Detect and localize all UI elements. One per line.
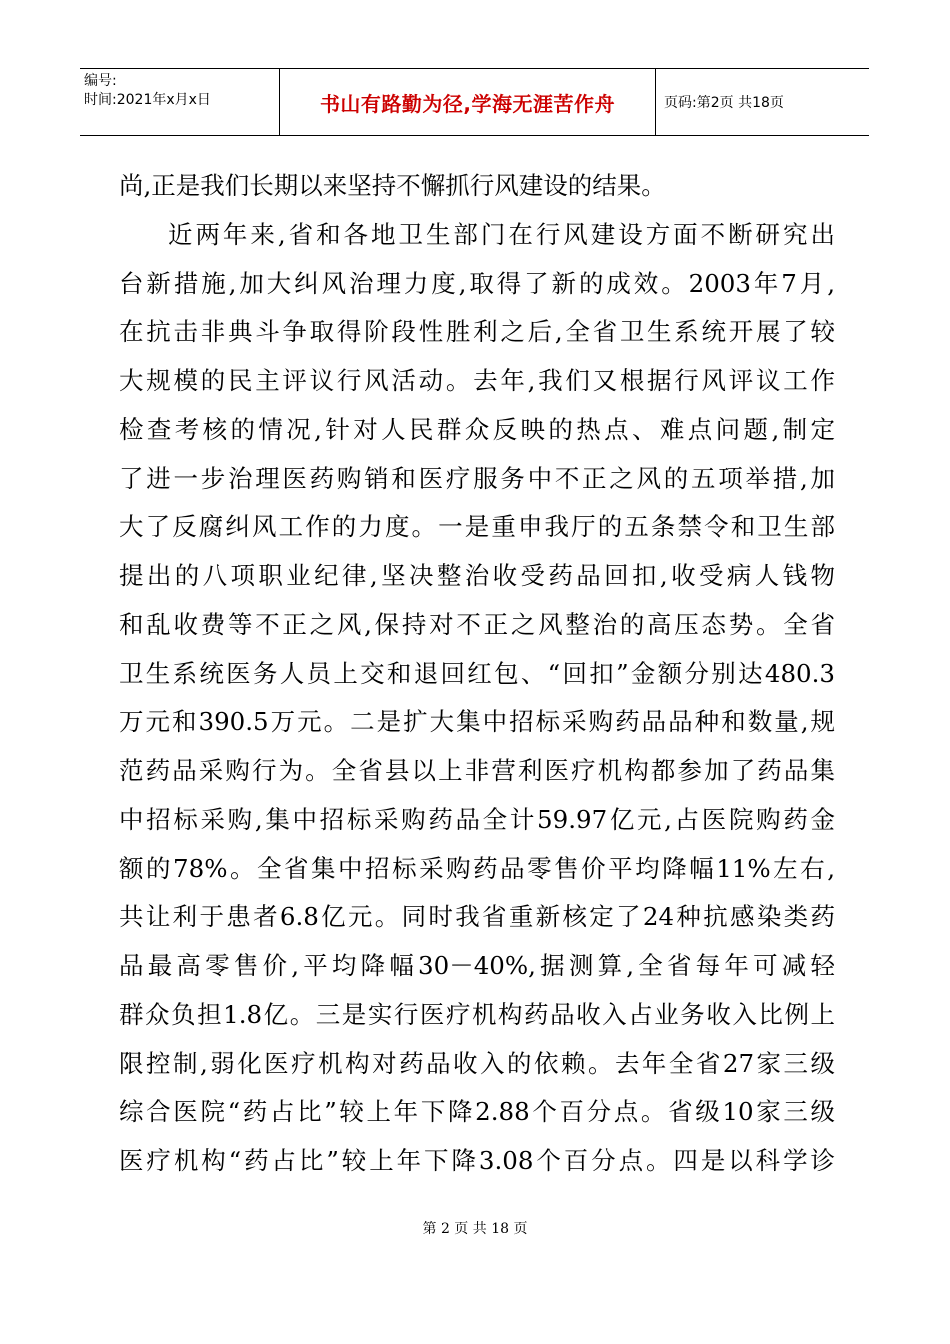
- header-page-info: 页码:第2页 共18页: [664, 95, 784, 111]
- body-line: 卫生系统医务人员上交和退回红包、“回扣”金额分别达480.3: [119, 658, 835, 688]
- body-line: 群众负担1.8亿。三是实行医疗机构药品收入占业务收入比例上: [119, 999, 835, 1029]
- body-line: 了进一步治理医药购销和医疗服务中不正之风的五项举措,加: [119, 463, 835, 493]
- body-line: 尚,正是我们长期以来坚持不懈抓行风建设的结果。: [119, 171, 666, 200]
- body-line: 中招标采购,集中招标采购药品全计59.97亿元,占医院购药金: [119, 804, 835, 834]
- header-meta: [80, 69, 280, 135]
- body-line: 额的78%。全省集中招标采购药品零售价平均降幅11%左右,: [119, 853, 835, 883]
- header-motto: 书山有路勤为径,学海无涯苦作舟: [319, 91, 616, 116]
- header-motto-cell: [280, 69, 656, 135]
- body-line: 近两年来,省和各地卫生部门在行风建设方面不断研究出: [168, 219, 835, 249]
- body-line: 大了反腐纠风工作的力度。一是重申我厅的五条禁令和卫生部: [119, 512, 835, 542]
- body-line: 台新措施,加大纠风治理力度,取得了新的成效。2003年7月,: [119, 268, 835, 298]
- body-line: 和乱收费等不正之风,保持对不正之风整治的高压态势。全省: [119, 609, 835, 639]
- body-line: 医疗机构“药占比”较上年下降3.08个百分点。四是以科学诊: [119, 1146, 835, 1175]
- document-time-label: 时间:2021年x月x日: [84, 92, 211, 108]
- body-line: 万元和390.5万元。二是扩大集中招标采购药品品种和数量,规: [119, 707, 835, 737]
- document-body: [119, 162, 835, 1186]
- body-line: 在抗击非典斗争取得阶段性胜利之后,全省卫生系统开展了较: [119, 317, 835, 347]
- body-line: 范药品采购行为。全省县以上非营利医疗机构都参加了药品集: [119, 756, 835, 785]
- body-line: 检查考核的情况,针对人民群众反映的热点、难点问题,制定: [119, 414, 835, 444]
- body-line: 限控制,弱化医疗机构对药品收入的依赖。去年全省27家三级: [119, 1048, 835, 1078]
- body-line: 大规模的民主评议行风活动。去年,我们又根据行风评议工作: [119, 366, 835, 395]
- body-line: 品最高零售价,平均降幅30－40%,据测算,全省每年可减轻: [119, 951, 835, 980]
- document-number-label: 编号:: [84, 73, 117, 89]
- body-line: 提出的八项职业纪律,坚决整治收受药品回扣,收受病人钱物: [119, 561, 835, 590]
- page-footer: 第 2 页 共 18 页: [422, 1221, 528, 1237]
- body-line: 共让利于患者6.8亿元。同时我省重新核定了24种抗感染类药: [119, 902, 835, 932]
- page-header: [80, 68, 869, 136]
- body-line: 综合医院“药占比”较上年下降2.88个百分点。省级10家三级: [119, 1097, 835, 1127]
